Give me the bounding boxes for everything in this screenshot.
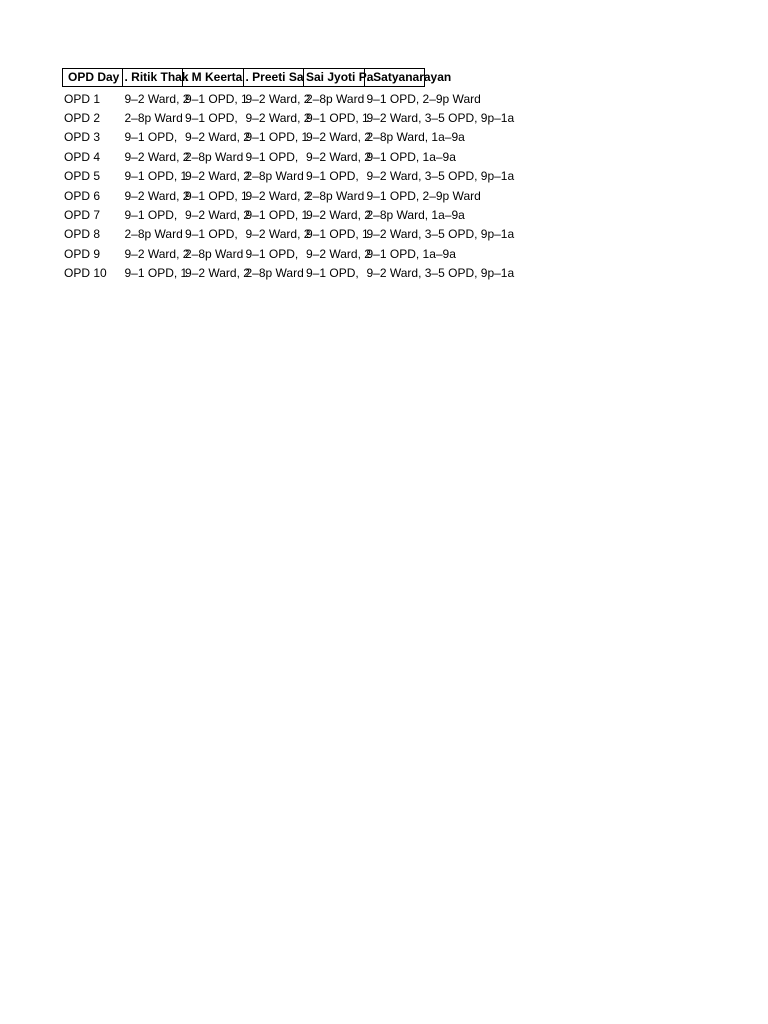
schedule-cell[interactable]: 9–2 Ward, 2	[306, 208, 371, 223]
row-label-cell[interactable]: OPD 1	[64, 91, 101, 106]
schedule-cell[interactable]: 9–2 Ward, 2	[124, 149, 190, 164]
schedule-cell[interactable]: 2–8p Ward	[245, 169, 304, 184]
schedule-cell[interactable]: 9–2 Ward, 3–5 OPD, 9p–1a	[366, 169, 515, 184]
schedule-cell[interactable]: 9–2 Ward, 2	[245, 111, 311, 126]
schedule-cell[interactable]: 9–1 OPD, 2–9p Ward	[366, 91, 481, 106]
header-cell-opd-day[interactable]: OPD Day	[62, 68, 123, 87]
schedule-cell[interactable]: 9–1 OPD,	[124, 130, 178, 145]
schedule-cell[interactable]: 2–8p Ward	[185, 149, 244, 164]
table-row	[62, 128, 514, 147]
schedule-cell[interactable]: 9–2 Ward, 2	[124, 91, 190, 106]
header-cell-sai-jyoti-pa[interactable]: Sai Jyoti Pa	[304, 68, 365, 87]
schedule-cell[interactable]: 9–1 OPD, 1	[306, 111, 369, 126]
schedule-cell[interactable]: 9–1 OPD,	[306, 266, 359, 281]
schedule-cell[interactable]: 9–2 Ward, 2	[185, 266, 250, 281]
schedule-cell[interactable]: 9–1 OPD,	[245, 149, 299, 164]
schedule-cell[interactable]: 9–2 Ward, 3–5 OPD, 9p–1a	[366, 266, 515, 281]
row-label-cell[interactable]: OPD 2	[64, 111, 101, 126]
header-cell-m-keerta[interactable]: . M Keerta	[183, 68, 244, 87]
schedule-cell[interactable]: 9–2 Ward, 3–5 OPD, 9p–1a	[366, 111, 515, 126]
schedule-cell[interactable]: 9–2 Ward, 2	[306, 130, 371, 145]
schedule-cell[interactable]: 9–1 OPD,	[185, 111, 238, 126]
schedule-cell[interactable]: 2–8p Ward	[185, 246, 244, 261]
schedule-cell[interactable]: 2–8p Ward	[124, 111, 183, 126]
schedule-cell[interactable]: 9–1 OPD, 1	[124, 169, 188, 184]
schedule-cell[interactable]: 9–1 OPD,	[245, 246, 299, 261]
table-row	[62, 147, 514, 166]
table-row	[62, 167, 514, 186]
schedule-cell[interactable]: 9–2 Ward, 2	[124, 188, 190, 203]
schedule-cell[interactable]: 2–8p Ward, 1a–9a	[366, 130, 465, 145]
header-cell-preeti-sa[interactable]: . Preeti Sa	[244, 68, 305, 87]
schedule-cell[interactable]: 9–2 Ward, 3–5 OPD, 9p–1a	[366, 227, 515, 242]
table-body	[62, 89, 514, 283]
schedule-cell[interactable]: 9–1 OPD, 1	[124, 266, 188, 281]
table-row	[62, 186, 514, 205]
spreadsheet-table	[62, 68, 514, 283]
schedule-cell[interactable]: 9–1 OPD, 1	[185, 188, 248, 203]
header-cell-satyanarayan[interactable]: . Satyanarayan	[365, 68, 426, 87]
schedule-cell[interactable]: 2–8p Ward, 1a–9a	[366, 208, 465, 223]
header-cell-ritik-thak[interactable]: . Ritik Thak	[123, 68, 184, 87]
row-label-cell[interactable]: OPD 4	[64, 149, 101, 164]
schedule-cell[interactable]: 2–8p Ward	[306, 188, 365, 203]
table-row	[62, 225, 514, 244]
schedule-cell[interactable]: 9–2 Ward, 2	[306, 149, 371, 164]
schedule-cell[interactable]: 9–1 OPD, 1	[306, 227, 369, 242]
row-label-cell[interactable]: OPD 5	[64, 169, 101, 184]
schedule-cell[interactable]: 9–2 Ward, 2	[185, 208, 250, 223]
table-row	[62, 89, 514, 108]
schedule-cell[interactable]: 9–1 OPD, 1a–9a	[366, 246, 456, 261]
schedule-cell[interactable]: 9–1 OPD, 1	[185, 91, 248, 106]
schedule-cell[interactable]: 9–2 Ward, 2	[185, 169, 250, 184]
schedule-cell[interactable]: 2–8p Ward	[306, 91, 365, 106]
table-row	[62, 264, 514, 283]
schedule-cell[interactable]: 2–8p Ward	[124, 227, 183, 242]
header-row	[62, 68, 514, 87]
table-row	[62, 244, 514, 263]
schedule-cell[interactable]: 9–1 OPD, 1	[245, 130, 309, 145]
schedule-cell[interactable]: 9–1 OPD,	[306, 169, 359, 184]
row-label-cell[interactable]: OPD 6	[64, 188, 101, 203]
schedule-cell[interactable]: 9–1 OPD, 1a–9a	[366, 149, 456, 164]
row-label-cell[interactable]: OPD 3	[64, 130, 101, 145]
schedule-cell[interactable]: 9–1 OPD, 1	[245, 208, 309, 223]
schedule-cell[interactable]: 9–1 OPD,	[185, 227, 238, 242]
schedule-cell[interactable]: 9–2 Ward, 2	[245, 91, 311, 106]
table-row	[62, 205, 514, 224]
row-label-cell[interactable]: OPD 10	[64, 266, 107, 281]
row-label-cell[interactable]: OPD 7	[64, 208, 101, 223]
schedule-cell[interactable]: 9–2 Ward, 2	[124, 246, 190, 261]
schedule-cell[interactable]: 9–2 Ward, 2	[245, 227, 311, 242]
schedule-cell[interactable]: 2–8p Ward	[245, 266, 304, 281]
schedule-cell[interactable]: 9–2 Ward, 2	[306, 246, 371, 261]
schedule-cell[interactable]: 9–1 OPD,	[124, 208, 178, 223]
table-row	[62, 108, 514, 127]
schedule-cell[interactable]: 9–2 Ward, 2	[245, 188, 311, 203]
schedule-cell[interactable]: 9–1 OPD, 2–9p Ward	[366, 188, 481, 203]
row-label-cell[interactable]: OPD 9	[64, 246, 101, 261]
schedule-cell[interactable]: 9–2 Ward, 2	[185, 130, 250, 145]
row-label-cell[interactable]: OPD 8	[64, 227, 101, 242]
